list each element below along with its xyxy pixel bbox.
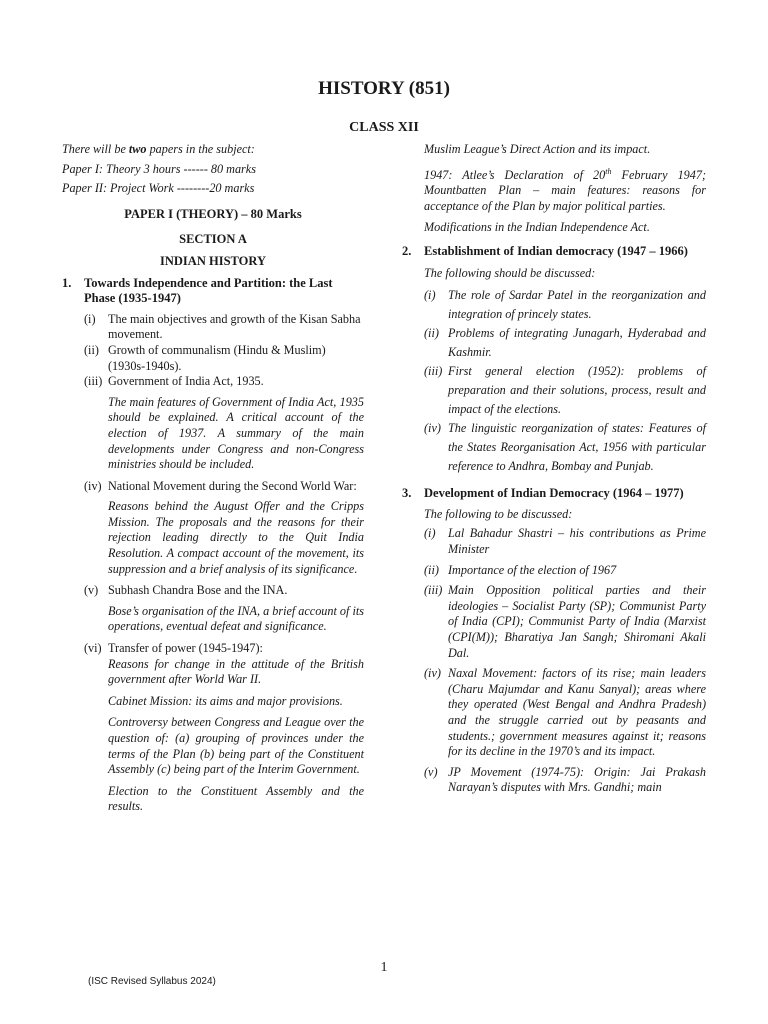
intro-line: There will be two papers in the subject: xyxy=(62,142,255,156)
list-item: (i) The role of Sardar Patel in the reorganization and integration of princely states. xyxy=(424,288,706,322)
list-item: (iv) The linguistic reorganization of states: Features of the States Reorganisation Act, 1956 with particular reference to Andhra, Bombay and Punjab. xyxy=(424,421,706,474)
list-item: (ii) Importance of the election of 1967 xyxy=(424,562,617,577)
note-text: Modifications in the Indian Independence Act. xyxy=(424,220,650,235)
intro-line: Paper I: Theory 3 hours ------ 80 marks xyxy=(62,161,256,176)
page-title: HISTORY (851) xyxy=(318,78,450,99)
note-text: Election to the Constituent Assembly and the results. xyxy=(108,783,364,814)
list-item: (iii) Government of India Act, 1935. xyxy=(84,374,264,389)
note-text: The main features of Government of India Act, 1935 should be explained. A critical account of the election of 1937. A summary of the main developments under Congress and non-Congress ministries should be included. xyxy=(108,394,364,472)
paper-heading: PAPER I (THEORY) – 80 Marks xyxy=(124,206,302,221)
section-heading: SECTION A xyxy=(179,232,247,247)
list-item: (v) JP Movement (1974-75): Origin: Jai Prakash Narayan’s disputes with Mrs. Gandhi; main xyxy=(424,764,706,795)
list-item: (iii) First general election (1952): problems of preparation and their solutions, process, result and impact of the elections. xyxy=(424,364,706,417)
list-item: (ii) Problems of integrating Junagarh, Hyderabad and Kashmir. xyxy=(424,326,706,360)
list-item: (iv) National Movement during the Second World War: xyxy=(84,478,357,493)
list-item: (v) Subhash Chandra Bose and the INA. xyxy=(84,583,288,598)
left-column xyxy=(62,142,364,815)
right-column xyxy=(402,142,706,796)
list-item: (vi) Transfer of power (1945-1947): xyxy=(84,641,263,656)
topic-heading: 1. Towards Independence and Partition: the Last Phase (1935-1947) xyxy=(62,275,333,306)
topic-heading: 2. Establishment of Indian democracy (1947 – 1966) xyxy=(402,244,688,259)
intro-block xyxy=(62,142,364,197)
note-text: Muslim League’s Direct Action and its impact. xyxy=(424,142,651,156)
list-item: (ii) Growth of communalism (Hindu & Muslim) (1930s-1940s). xyxy=(84,342,326,373)
note-text: Controversy between Congress and League over the question of: (a) grouping of provinces under the terms of the Plan (b) being part of the Constituent Assembly (c) being part of the Interim Government. xyxy=(108,715,364,777)
topic-lead: The following to be discussed: xyxy=(424,506,573,521)
note-text: Reasons behind the August Offer and the Cripps Mission. The proposals and the reasons for their rejection leading directly to the Quit India Resolution. A compact account of the movement, its suppression and a brief analysis of its significance. xyxy=(108,499,364,576)
list-item: (iii) Main Opposition political parties and their ideologies – Socialist Party (SP); Communist Party of India (CPI); Communist Party of India (Marxist (CPI(M)); Bharatiya Jan Sangh; Shiromani Akali Dal. xyxy=(424,583,706,660)
note-text: Bose’s organisation of the INA, a brief account of its operations, eventual defeat and significance. xyxy=(108,603,364,634)
list-item: (i) Lal Bahadur Shastri – his contributions as Prime Minister xyxy=(424,526,706,556)
note-text: Reasons for change in the attitude of the British government after World War II. xyxy=(108,656,364,687)
note-text: Cabinet Mission: its aims and major provisions. xyxy=(108,693,343,708)
topic-lead: The following should be discussed: xyxy=(424,265,596,280)
page-number: 1 xyxy=(380,960,388,975)
list-item: (i) The main objectives and growth of the Kisan Sabha movement. xyxy=(84,311,361,342)
note-text: 1947: Atlee’s Declaration of 20th February 1947; Mountbatten Plan – main features: reasons for acceptance of the Plan by major political parties. xyxy=(424,166,707,213)
intro-line: Paper II: Project Work --------20 marks xyxy=(62,181,255,196)
footer-note: (ISC Revised Syllabus 2024) xyxy=(88,976,216,987)
class-heading: CLASS XII xyxy=(349,120,419,135)
list-item: (iv) Naxal Movement: factors of its rise; main leaders (Charu Majumdar and Kanu Sanyal); areas where they operated (West Bengal and Andhra Pradesh) and the struggle carried out by peasants and students.; government measures against it; reasons for its decline in the 1970’s and its impact. xyxy=(424,666,706,759)
topic-heading: 3. Development of Indian Democracy (1964 – 1977) xyxy=(402,486,684,501)
section-title: INDIAN HISTORY xyxy=(160,253,266,268)
